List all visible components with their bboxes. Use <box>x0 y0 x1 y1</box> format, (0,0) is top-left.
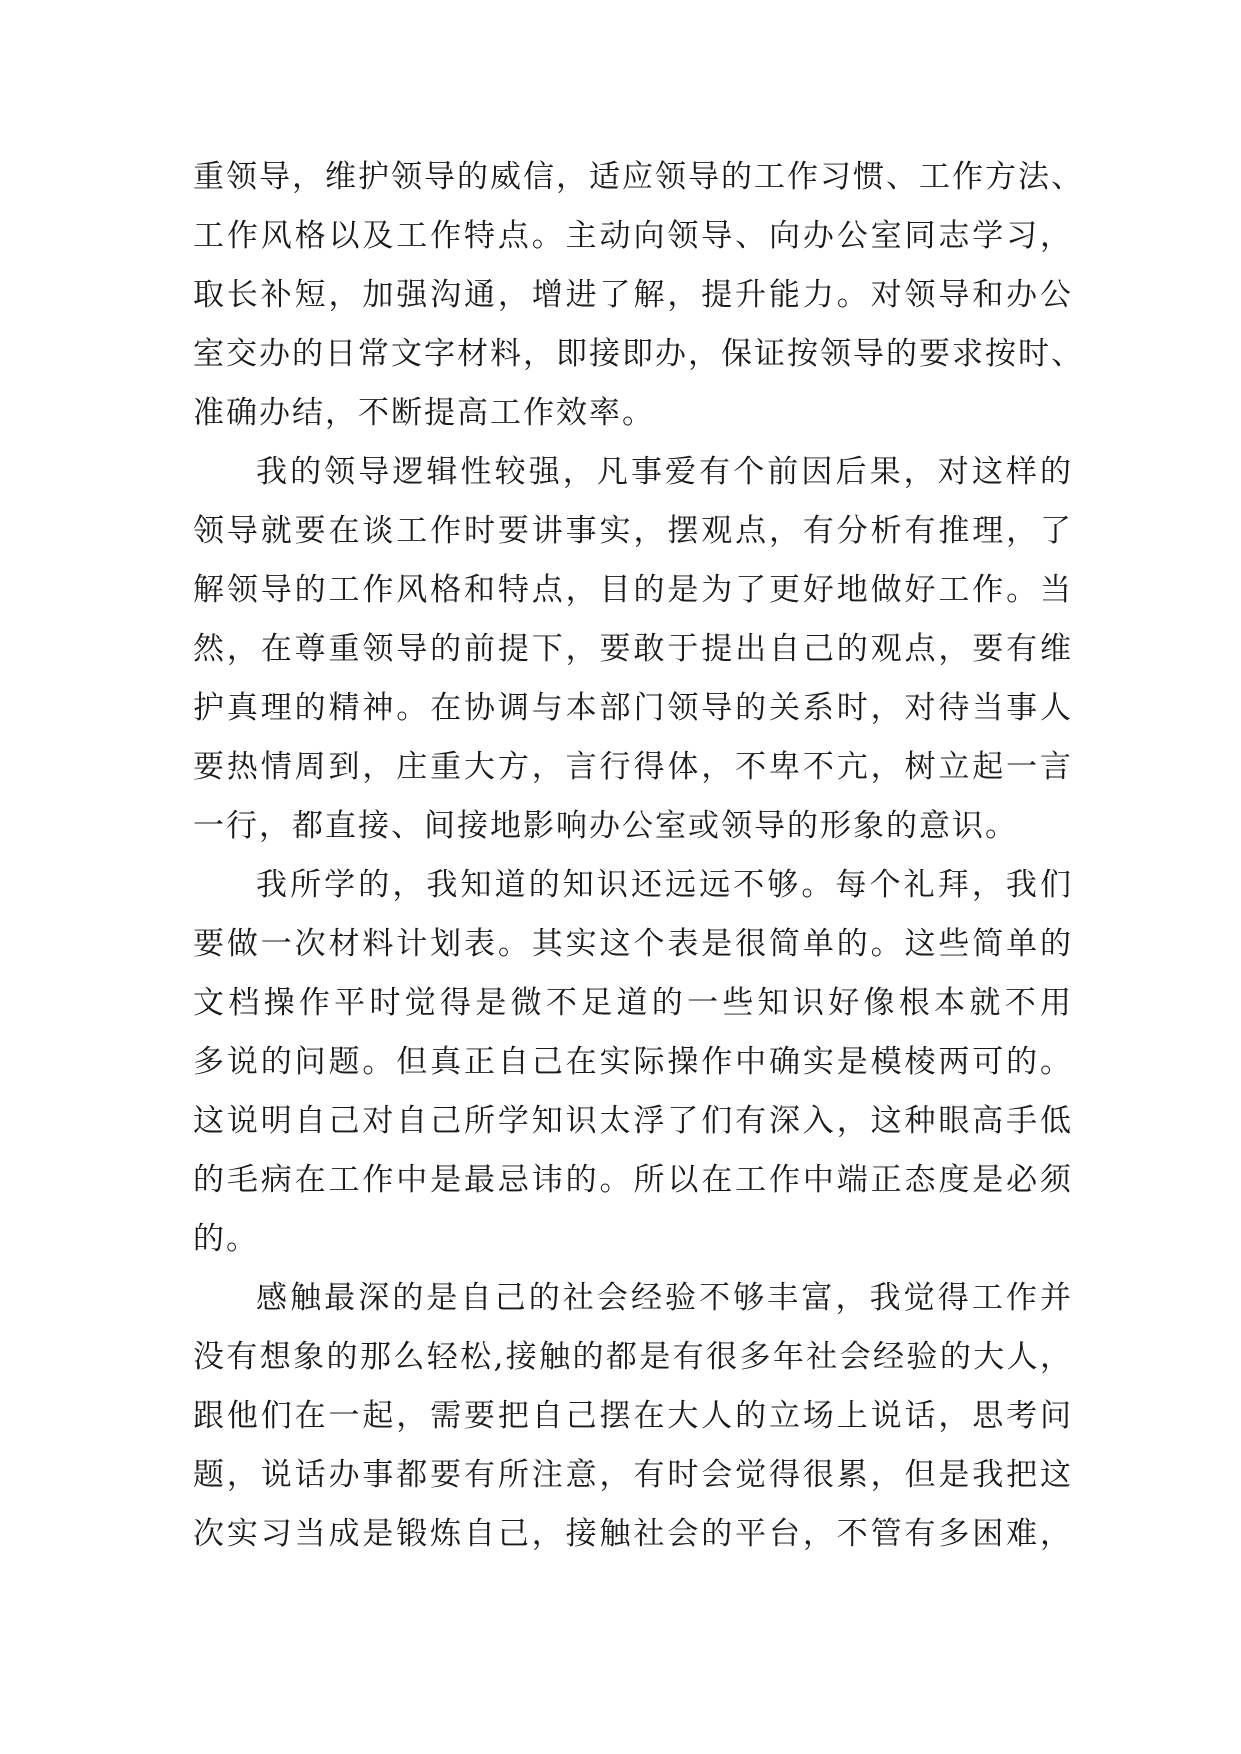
text-line: 领导就要在谈工作时要讲事实，摆观点，有分析有推理，了 <box>193 513 1073 549</box>
text-line: 要热情周到，庄重大方，言行得体，不卑不亢，树立起一言 <box>193 749 1073 785</box>
text-line: 护真理的精神。在协调与本部门领导的关系时，对待当事人 <box>193 690 1073 726</box>
text-line: 一行，都直接、间接地影响办公室或领导的形象的意识。 <box>193 808 1018 844</box>
text-line: 次实习当成是锻炼自己，接触社会的平台，不管有多困难， <box>193 1516 1073 1552</box>
text-line: 题，说话办事都要有所注意，有时会觉得很累，但是我把这 <box>193 1457 1073 1493</box>
text-line: 重领导，维护领导的威信，适应领导的工作习惯、工作方法、 <box>193 159 1084 195</box>
text-line: 室交办的日常文字材料，即接即办，保证按领导的要求按时、 <box>193 336 1084 372</box>
text-line: 跟他们在一起，需要把自己摆在大人的立场上说话，思考问 <box>193 1398 1073 1434</box>
text-line: 的。 <box>193 1221 259 1257</box>
text-line: 准确办结，不断提高工作效率。 <box>193 395 655 431</box>
text-line: 要做一次材料计划表。其实这个表是很简单的。这些简单的 <box>193 926 1073 962</box>
body-text <box>193 148 1084 1564</box>
text-line: 然，在尊重领导的前提下，要敢于提出自己的观点，要有维 <box>193 631 1073 667</box>
text-line: 这说明自己对自己所学知识太浮了们有深入，这种眼高手低 <box>193 1103 1073 1139</box>
text-line: 我所学的，我知道的知识还远远不够。每个礼拜，我们 <box>256 867 1073 903</box>
text-line: 取长补短，加强沟通，增进了解，提升能力。对领导和办公 <box>193 277 1073 313</box>
text-line: 感触最深的是自己的社会经验不够丰富，我觉得工作并 <box>256 1280 1073 1316</box>
paragraph-1 <box>193 148 1084 443</box>
text-line: 工作风格以及工作特点。主动向领导、向办公室同志学习， <box>193 218 1073 254</box>
paragraph-4 <box>193 1269 1073 1564</box>
text-line: 文档操作平时觉得是微不足道的一些知识好像根本就不用 <box>193 985 1073 1021</box>
paragraph-3 <box>193 856 1073 1269</box>
text-line: 的毛病在工作中是最忌讳的。所以在工作中端正态度是必须 <box>193 1162 1073 1198</box>
text-line: 多说的问题。但真正自己在实际操作中确实是模棱两可的。 <box>193 1044 1073 1080</box>
text-line: 我的领导逻辑性较强，凡事爱有个前因后果，对这样的 <box>256 454 1073 490</box>
paragraph-2 <box>193 443 1073 856</box>
text-line: 没有想象的那么轻松,接触的都是有很多年社会经验的大人， <box>193 1339 1073 1375</box>
text-line: 解领导的工作风格和特点，目的是为了更好地做好工作。当 <box>193 572 1073 608</box>
